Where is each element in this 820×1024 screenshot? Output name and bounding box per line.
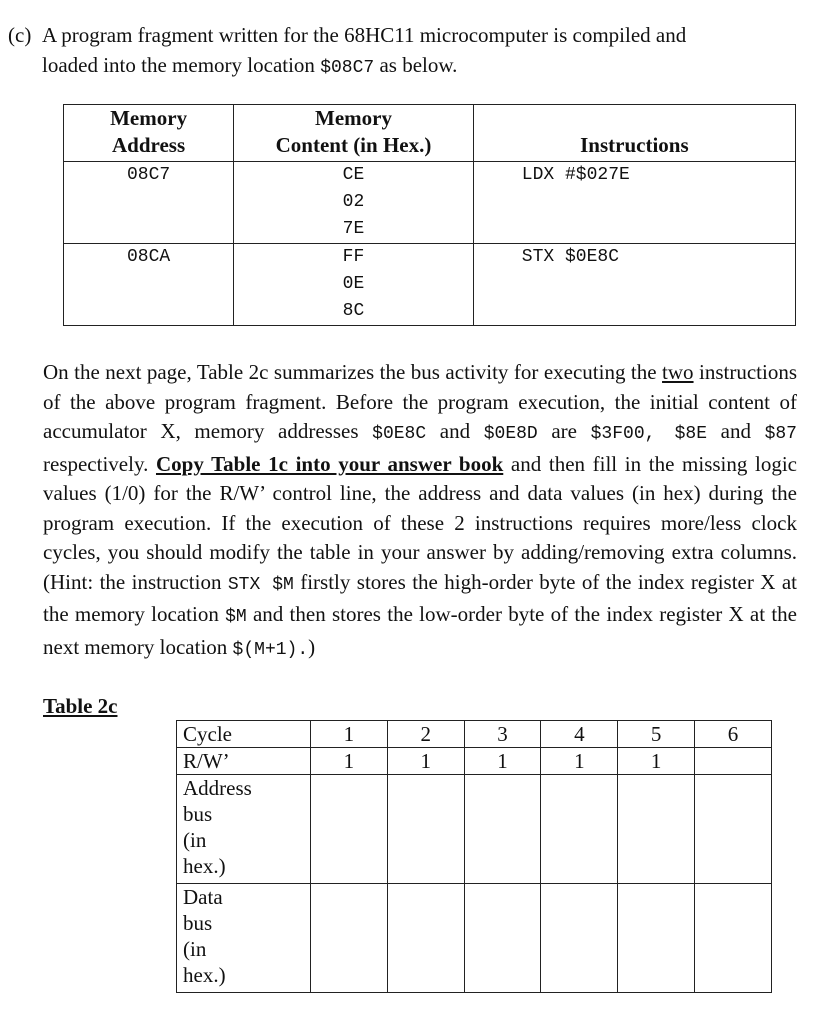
data-cell <box>387 884 464 993</box>
data-label-line: Data <box>183 885 223 909</box>
address-bus-row <box>177 775 772 884</box>
address-label-line: bus <box>183 802 213 826</box>
para-code: $0E8D <box>483 424 538 444</box>
memory-row <box>64 162 796 244</box>
memory-byte: 7E <box>342 219 365 239</box>
para-code: $M <box>225 607 247 627</box>
instructions-paragraph <box>43 358 797 665</box>
para-text: instructions of the above program fragment. Before the program execution, the initial content of accumulator X, memory addresses <box>43 360 798 443</box>
rw-label: R/W’ <box>177 748 311 775</box>
table-2c-title: Table 2c <box>43 694 118 718</box>
para-text: are <box>537 419 591 443</box>
address-cell <box>541 775 618 884</box>
address-cell <box>695 775 772 884</box>
instruction-cell <box>473 244 795 326</box>
memory-table <box>63 104 796 326</box>
para-text: and <box>707 419 765 443</box>
para-code: $87 <box>764 424 797 444</box>
rw-cell: 1 <box>618 748 695 775</box>
para-underlined-two: two <box>662 360 694 384</box>
cycle-cell: 6 <box>695 721 772 748</box>
memory-byte: 8C <box>342 301 365 321</box>
data-label-line: hex.) <box>183 963 226 987</box>
header-memory-address <box>64 105 234 162</box>
memory-address: 08CA <box>126 247 171 267</box>
memory-byte: CE <box>342 165 365 185</box>
header-memory-content <box>234 105 474 162</box>
address-bus-label <box>177 775 311 884</box>
rw-cell <box>695 748 772 775</box>
para-code: $(M+1). <box>232 639 309 660</box>
intro-line-1: A program fragment written for the 68HC11 microcomputer is compiled and <box>42 23 687 47</box>
cycle-label: Cycle <box>177 721 311 748</box>
intro-line-2-pre: loaded into the memory location <box>42 53 321 77</box>
header-instructions <box>473 105 795 162</box>
bus-activity-table <box>176 720 772 993</box>
address-label-line: (in <box>183 828 207 852</box>
cycle-cell: 3 <box>464 721 541 748</box>
para-text: respectively. <box>43 451 156 476</box>
instruction-cell <box>473 162 795 244</box>
para-text: and then fill in the missing logic values (1/0) for the R/W’ control line, the address and data values (in hex) during the program execution. If the execution of these 2 instructions requires more/less clock cycles, you should modify the table in your answer by adding/removing extra columns. (Hint: the instruction <box>43 451 798 594</box>
para-text: ) <box>308 634 316 659</box>
data-bus-row <box>177 884 772 993</box>
para-text: On the next page, Table 2c summarizes the bus activity for executing the <box>43 360 663 384</box>
instruction-text: LDX #$027E <box>521 165 630 185</box>
cycle-cell: 5 <box>618 721 695 748</box>
memory-content-cell <box>234 162 474 244</box>
data-cell <box>464 884 541 993</box>
intro-memory-location: $08C7 <box>320 58 375 78</box>
data-cell <box>541 884 618 993</box>
header-content-line2: Content (in Hex.) <box>275 133 432 157</box>
header-address-line1: Memory <box>110 106 188 130</box>
para-text: and then stores the low-order byte of the index register X at the next memory location <box>43 602 797 659</box>
address-cell <box>464 775 541 884</box>
memory-address: 08C7 <box>126 165 171 185</box>
rw-cell: 1 <box>310 748 387 775</box>
memory-byte: 02 <box>342 192 365 212</box>
data-label-line: bus <box>183 911 213 935</box>
para-text: firstly stores the high-order byte of the index register X at the memory location <box>43 569 797 626</box>
address-cell <box>310 775 387 884</box>
para-code: $0E8C <box>372 424 427 444</box>
header-address-line2: Address <box>112 133 186 157</box>
question-intro <box>8 20 808 83</box>
data-bus-label <box>177 884 311 993</box>
address-label-line: Address <box>183 776 252 800</box>
header-instructions-text: Instructions <box>580 133 689 157</box>
rw-cell: 1 <box>387 748 464 775</box>
para-code: $3F00, $8E <box>590 424 708 444</box>
rw-row <box>177 748 772 775</box>
memory-address-cell <box>64 162 234 244</box>
memory-content-cell <box>234 244 474 326</box>
address-cell <box>387 775 464 884</box>
rw-cell: 1 <box>464 748 541 775</box>
memory-row <box>64 244 796 326</box>
data-cell <box>310 884 387 993</box>
question-label: (c) <box>8 23 32 47</box>
instruction-text: STX $0E8C <box>521 247 619 267</box>
data-label-line: (in <box>183 937 207 961</box>
para-copy-instruction: Copy Table 1c into your answer book <box>155 451 504 476</box>
intro-line-2-post: as below. <box>374 53 458 77</box>
data-cell <box>618 884 695 993</box>
cycle-cell: 4 <box>541 721 618 748</box>
header-content-line1: Memory <box>315 106 392 130</box>
memory-table-header <box>64 105 796 162</box>
memory-byte: FF <box>342 247 365 267</box>
cycle-row <box>177 721 772 748</box>
rw-cell: 1 <box>541 748 618 775</box>
cycle-cell: 1 <box>310 721 387 748</box>
data-cell <box>695 884 772 993</box>
address-cell <box>618 775 695 884</box>
para-code: STX $M <box>227 574 294 595</box>
memory-address-cell <box>64 244 234 326</box>
address-label-line: hex.) <box>183 854 226 878</box>
cycle-cell: 2 <box>387 721 464 748</box>
memory-byte: 0E <box>342 274 365 294</box>
para-text: and <box>426 419 484 443</box>
